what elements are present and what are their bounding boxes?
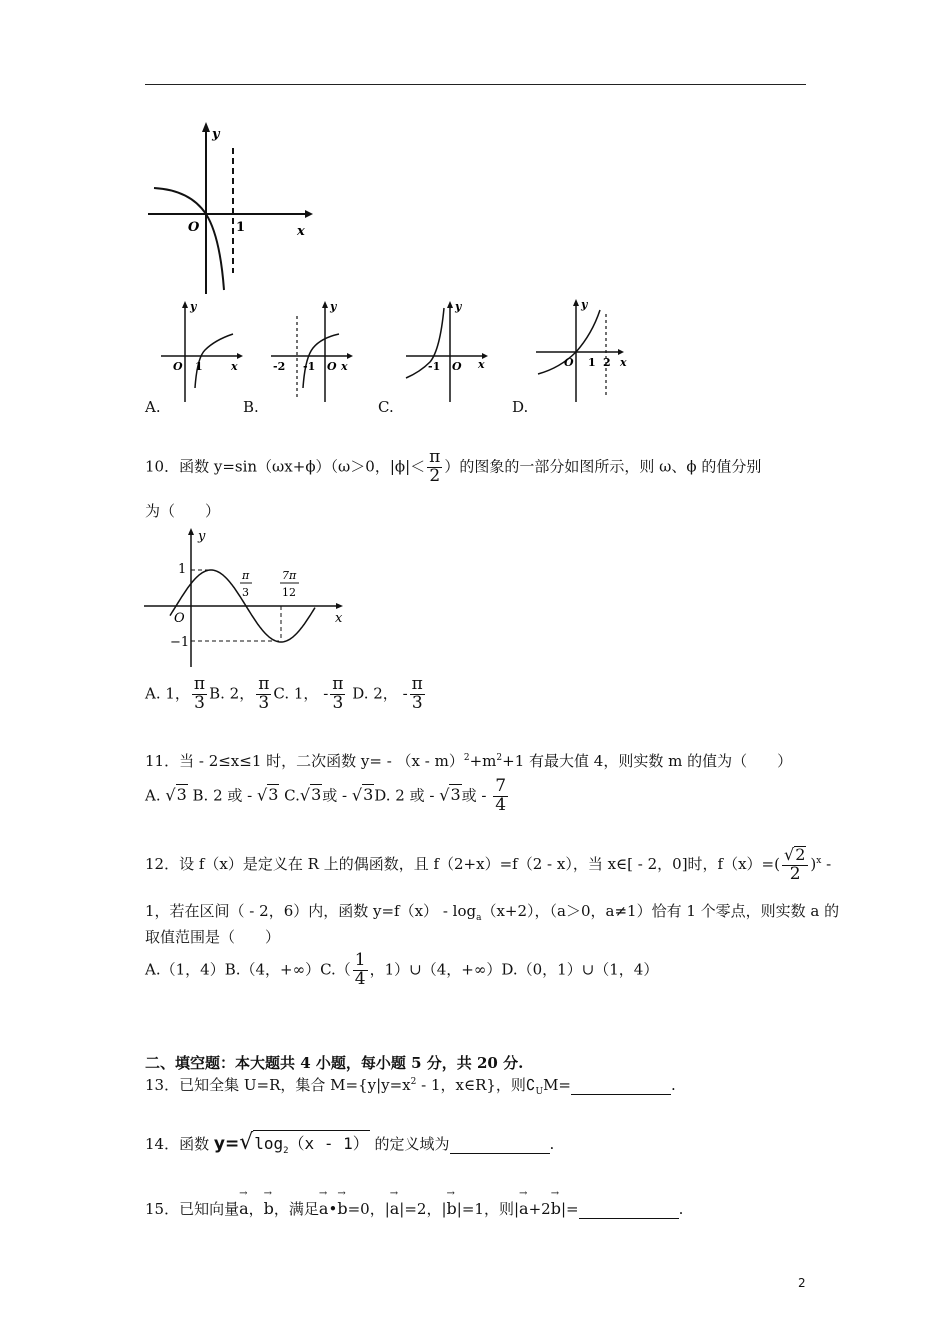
- frac: [410, 676, 425, 713]
- num: 1: [354, 950, 366, 970]
- x-label: x: [335, 611, 343, 626]
- frac-sqrt2-2: [782, 846, 808, 884]
- vec-b: → b: [551, 1199, 561, 1218]
- q12-d: 1，若在区间（ - 2，6）内，函数 y=f（x） - log: [145, 902, 477, 920]
- q10-post: ）的图象的一部分如图所示，则 ω、ϕ 的值分别: [444, 457, 762, 476]
- origin-label: O: [564, 356, 574, 369]
- q15-e: |=1，则|: [456, 1200, 520, 1218]
- x-label: x: [297, 224, 305, 239]
- sqrt-3: 3: [176, 785, 187, 805]
- q13: [145, 1074, 676, 1097]
- frac-num: π: [429, 447, 441, 467]
- opts: A.（1，4）B.（4，+∞）C.（: [145, 960, 351, 979]
- opt-d: D. 2 或 -: [374, 786, 440, 805]
- num: π: [411, 674, 423, 694]
- tick-7pi12-num: 7π: [282, 569, 297, 582]
- q10-line2: 为（ ）: [145, 502, 221, 520]
- sqrt-sign: √: [257, 785, 268, 805]
- den: 4: [495, 794, 507, 815]
- sqrt-sign: √: [783, 845, 795, 864]
- asymptote-label: 1: [236, 220, 246, 235]
- q12-line1: [145, 846, 831, 884]
- opt-a: A.: [145, 786, 166, 805]
- or: 或 -: [461, 786, 492, 805]
- q12-e: （x+2），（a＞0，a≠1）恰有 1 个零点，则实数 a 的: [481, 902, 840, 920]
- sqrt-sign: √: [439, 785, 450, 805]
- y-label: y: [190, 300, 197, 313]
- vec-a: → a: [519, 1199, 529, 1218]
- den: 3: [411, 692, 423, 713]
- origin-label: O: [188, 220, 200, 235]
- vec-a: → a: [239, 1199, 249, 1218]
- q10-opt-c: C. 1， -: [273, 684, 329, 703]
- header-rule: [145, 84, 806, 85]
- frac: [330, 676, 345, 713]
- q9-option-a-letter: A.: [145, 398, 161, 416]
- tick-pi3-num: π: [242, 569, 250, 582]
- log: log: [254, 1134, 284, 1153]
- num: 7: [495, 776, 507, 796]
- q10-opt-b: B. 2，: [209, 684, 255, 703]
- arg: （x - 1）: [288, 1134, 369, 1153]
- tick-7pi12-den: 12: [282, 586, 296, 599]
- opt-c: C.: [279, 786, 300, 805]
- q12-a: 12．设 f（x）是定义在 R 上的偶函数，且 f（2+x）=f（2 - x），当 x∈[ - 2，0]时，f（x）=(: [145, 854, 780, 873]
- origin-label: O: [173, 360, 183, 373]
- origin-label: O: [327, 360, 337, 373]
- den: 2: [789, 863, 801, 884]
- end: .: [678, 1200, 684, 1218]
- sqrt-3: 3: [311, 785, 322, 805]
- q12-options: [145, 952, 658, 989]
- base: 2: [283, 1146, 289, 1157]
- q14-a: 14．函数: [145, 1135, 214, 1153]
- plus2: +2: [528, 1200, 551, 1218]
- vec-b: → b: [337, 1199, 347, 1218]
- x-axis-arrow: [305, 210, 313, 218]
- opt-b: B. 2 或 -: [187, 786, 258, 805]
- sqrt-arg: [253, 1130, 370, 1156]
- comma: ，: [248, 1200, 264, 1218]
- dot: •: [328, 1200, 338, 1218]
- frac-7-4: [493, 778, 508, 815]
- tick-neg1: -1: [303, 360, 316, 373]
- end: .: [549, 1135, 555, 1153]
- q10-opt-a: A. 1，: [145, 684, 190, 703]
- tick-2: 2: [603, 356, 611, 369]
- y-label: y: [581, 298, 588, 311]
- q11-c: +1 有最大值 4，则实数 m 的值为（ ）: [502, 752, 793, 770]
- q12-line3: 取值范围是（ ）: [145, 928, 281, 946]
- q9-option-c-letter: C.: [378, 398, 394, 416]
- sqrt-3: 3: [450, 785, 461, 805]
- q15-d: |=2，|: [399, 1200, 447, 1218]
- sup: 2: [496, 753, 503, 763]
- end: .: [671, 1076, 676, 1094]
- sup: x: [816, 855, 822, 866]
- sqrt-3: 3: [268, 785, 279, 805]
- den: 3: [332, 692, 344, 713]
- y-label: y: [212, 127, 220, 142]
- q9-main-graph: [140, 118, 320, 298]
- num: [782, 846, 808, 866]
- sup: 2: [463, 753, 470, 763]
- tick-1: 1: [195, 360, 203, 373]
- frac: [192, 676, 207, 713]
- tick-pi3-den: 3: [242, 586, 249, 599]
- sqrt-sign: √: [299, 785, 311, 805]
- q9-option-a-graph: [155, 298, 250, 403]
- tick-1: 1: [588, 356, 596, 369]
- den: 3: [194, 692, 205, 713]
- den: 4: [354, 968, 366, 989]
- answer-blank[interactable]: [571, 1076, 671, 1095]
- x-label: x: [231, 360, 238, 373]
- or: 或 -: [322, 786, 352, 805]
- q15-f: |=: [560, 1200, 579, 1218]
- sub: a: [476, 913, 482, 923]
- q12-b: ): [810, 854, 817, 873]
- q11-a: 11．当 - 2≤x≤1 时，二次函数 y= - （x - m）: [145, 752, 464, 770]
- tick-neg2: -2: [273, 360, 286, 373]
- y-label: y: [330, 300, 337, 313]
- q10-sine-graph: [140, 525, 350, 670]
- sqrt-sign: √: [239, 1130, 254, 1155]
- origin-label: O: [174, 611, 185, 626]
- q14-b: 的定义域为: [369, 1135, 450, 1153]
- q10-line1: [145, 449, 761, 486]
- q10-opt-d: D. 2， -: [352, 684, 408, 703]
- q15: [145, 1198, 683, 1219]
- vec-b: → b: [264, 1199, 274, 1218]
- q10-options: [145, 676, 427, 713]
- max-label: 1: [178, 562, 187, 577]
- q11-line1: [145, 750, 792, 771]
- origin-label: O: [452, 360, 462, 373]
- q15-b: ，满足: [273, 1200, 319, 1218]
- log-curve: [154, 188, 224, 290]
- sqrt-2: 2: [795, 845, 806, 864]
- q15-a: 15．已知向量: [145, 1200, 240, 1218]
- q9-option-c-graph: [400, 298, 495, 403]
- sqrt-sign: √: [351, 785, 363, 805]
- sqrt-sign: √: [165, 785, 176, 805]
- num: π: [332, 674, 344, 694]
- den: 3: [258, 692, 270, 713]
- section2-title: 二、填空题：本大题共 4 小题，每小题 5 分，共 20 分.: [145, 1054, 524, 1072]
- sqrt-3: 3: [363, 785, 374, 805]
- vec-a: → a: [319, 1199, 329, 1218]
- y-axis-arrow: [202, 122, 210, 132]
- y-label: y: [198, 529, 206, 544]
- q9-option-b-graph: [265, 298, 360, 403]
- num: π: [258, 674, 270, 694]
- frac: [256, 676, 271, 713]
- q10-fraction: [427, 449, 442, 486]
- answer-blank[interactable]: [450, 1135, 550, 1154]
- y-label: y: [455, 300, 462, 313]
- opts-rest: ，1）∪（4，+∞）D.（0，1）∪（1，4）: [369, 960, 659, 979]
- sup: 2: [410, 1077, 417, 1087]
- num: π: [193, 674, 206, 694]
- frac-den: 2: [429, 465, 441, 486]
- q9-option-d-graph: [530, 296, 635, 403]
- q11-b: +m: [469, 752, 497, 770]
- frac-1-4: [353, 952, 368, 989]
- q13-a: 13．已知全集 U=R，集合 M={y|y=x: [145, 1076, 411, 1094]
- q12-c: -: [821, 854, 832, 873]
- q9-option-b-letter: B.: [243, 398, 259, 416]
- q13-c: M=: [543, 1076, 571, 1094]
- q14: [145, 1130, 554, 1156]
- vec-b: → b: [447, 1199, 457, 1218]
- x-label: x: [478, 358, 485, 371]
- answer-blank[interactable]: [579, 1200, 679, 1219]
- q15-c: =0，|: [347, 1200, 390, 1218]
- q9-option-d-letter: D.: [512, 398, 529, 416]
- sub: U: [535, 1087, 544, 1097]
- x-label: x: [341, 360, 348, 373]
- tick-neg1: -1: [428, 360, 441, 373]
- y-eq: y=: [213, 1134, 240, 1154]
- q10-pre: 10．函数 y=sin（ωx+ϕ）（ω＞0，|ϕ|＜: [145, 457, 426, 476]
- q11-options: [145, 778, 510, 815]
- vec-a: → a: [390, 1199, 400, 1218]
- min-label: −1: [170, 635, 190, 650]
- q13-b: - 1，x∈R}，则∁: [416, 1076, 536, 1094]
- page-number: 2: [798, 1276, 806, 1290]
- x-label: x: [620, 356, 627, 369]
- q12-line2: [145, 900, 839, 923]
